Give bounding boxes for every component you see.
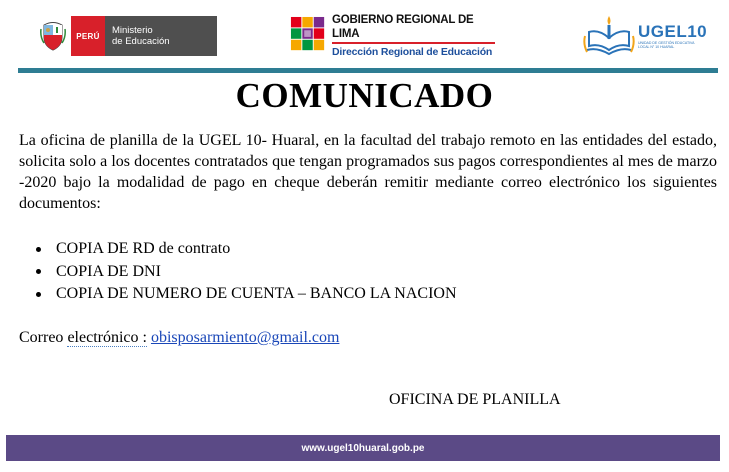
list-item-text: COPIA DE DNI	[56, 262, 161, 280]
ministry-label	[105, 16, 217, 56]
list-item-text: COPIA DE RD de contrato	[56, 240, 231, 257]
list-item	[36, 238, 457, 261]
bullet-icon	[36, 269, 41, 274]
list-item-text: COPIA DE NUMERO DE CUENTA – BANCO LA NACION	[56, 285, 457, 302]
ministry-line-2: de Educación	[112, 36, 170, 47]
footer-bar	[6, 435, 720, 461]
ugel-tagline: UNIDAD DE GESTIÓN EDUCATIVA LOCAL N° 10 HUARAL	[638, 41, 695, 49]
footer-url[interactable]: www.ugel10huaral.gob.pe	[301, 442, 425, 454]
email-line	[19, 328, 339, 348]
peru-label: PERÚ	[71, 16, 105, 56]
email-label: electrónico :	[67, 329, 147, 346]
bullet-icon	[36, 292, 41, 297]
peru-coat-of-arms-icon	[35, 16, 71, 56]
gore-subtitle: Dirección Regional de Educación	[332, 45, 493, 58]
email-link[interactable]: obisposarmiento@gmail.com	[150, 329, 340, 346]
page-title: COMUNICADO	[235, 76, 494, 115]
open-book-torch-icon	[583, 12, 635, 60]
announcement-paragraph: La oficina de planilla de la UGEL 10- Huaral, en la facultad del trabajo remoto en las entidades del estado, solicita solo a los docentes contratados que tengan programados sus pagos correspondientes al mes de marzo -2020 bajo la modalidad de pago en cheque deberán remitir mediante correo electrónico los siguientes documentos:	[19, 132, 717, 212]
gore-title: GOBIERNO REGIONAL DE LIMA	[332, 13, 474, 40]
bullet-icon	[36, 247, 41, 252]
minedu-logo	[35, 16, 217, 56]
ugel10-logo	[583, 10, 708, 62]
ministry-line-1: Ministerio	[112, 25, 153, 36]
email-prefix: Correo	[19, 329, 68, 346]
header-divider	[18, 68, 718, 73]
list-item	[36, 283, 457, 306]
required-documents-list	[36, 238, 457, 306]
ugel-name: UGEL10	[638, 22, 708, 41]
gore-emblem-icon	[290, 15, 326, 55]
gore-lima-logo	[290, 14, 495, 56]
list-item	[36, 261, 457, 284]
signature: OFICINA DE PLANILLA	[389, 391, 561, 408]
gore-divider	[332, 42, 495, 44]
